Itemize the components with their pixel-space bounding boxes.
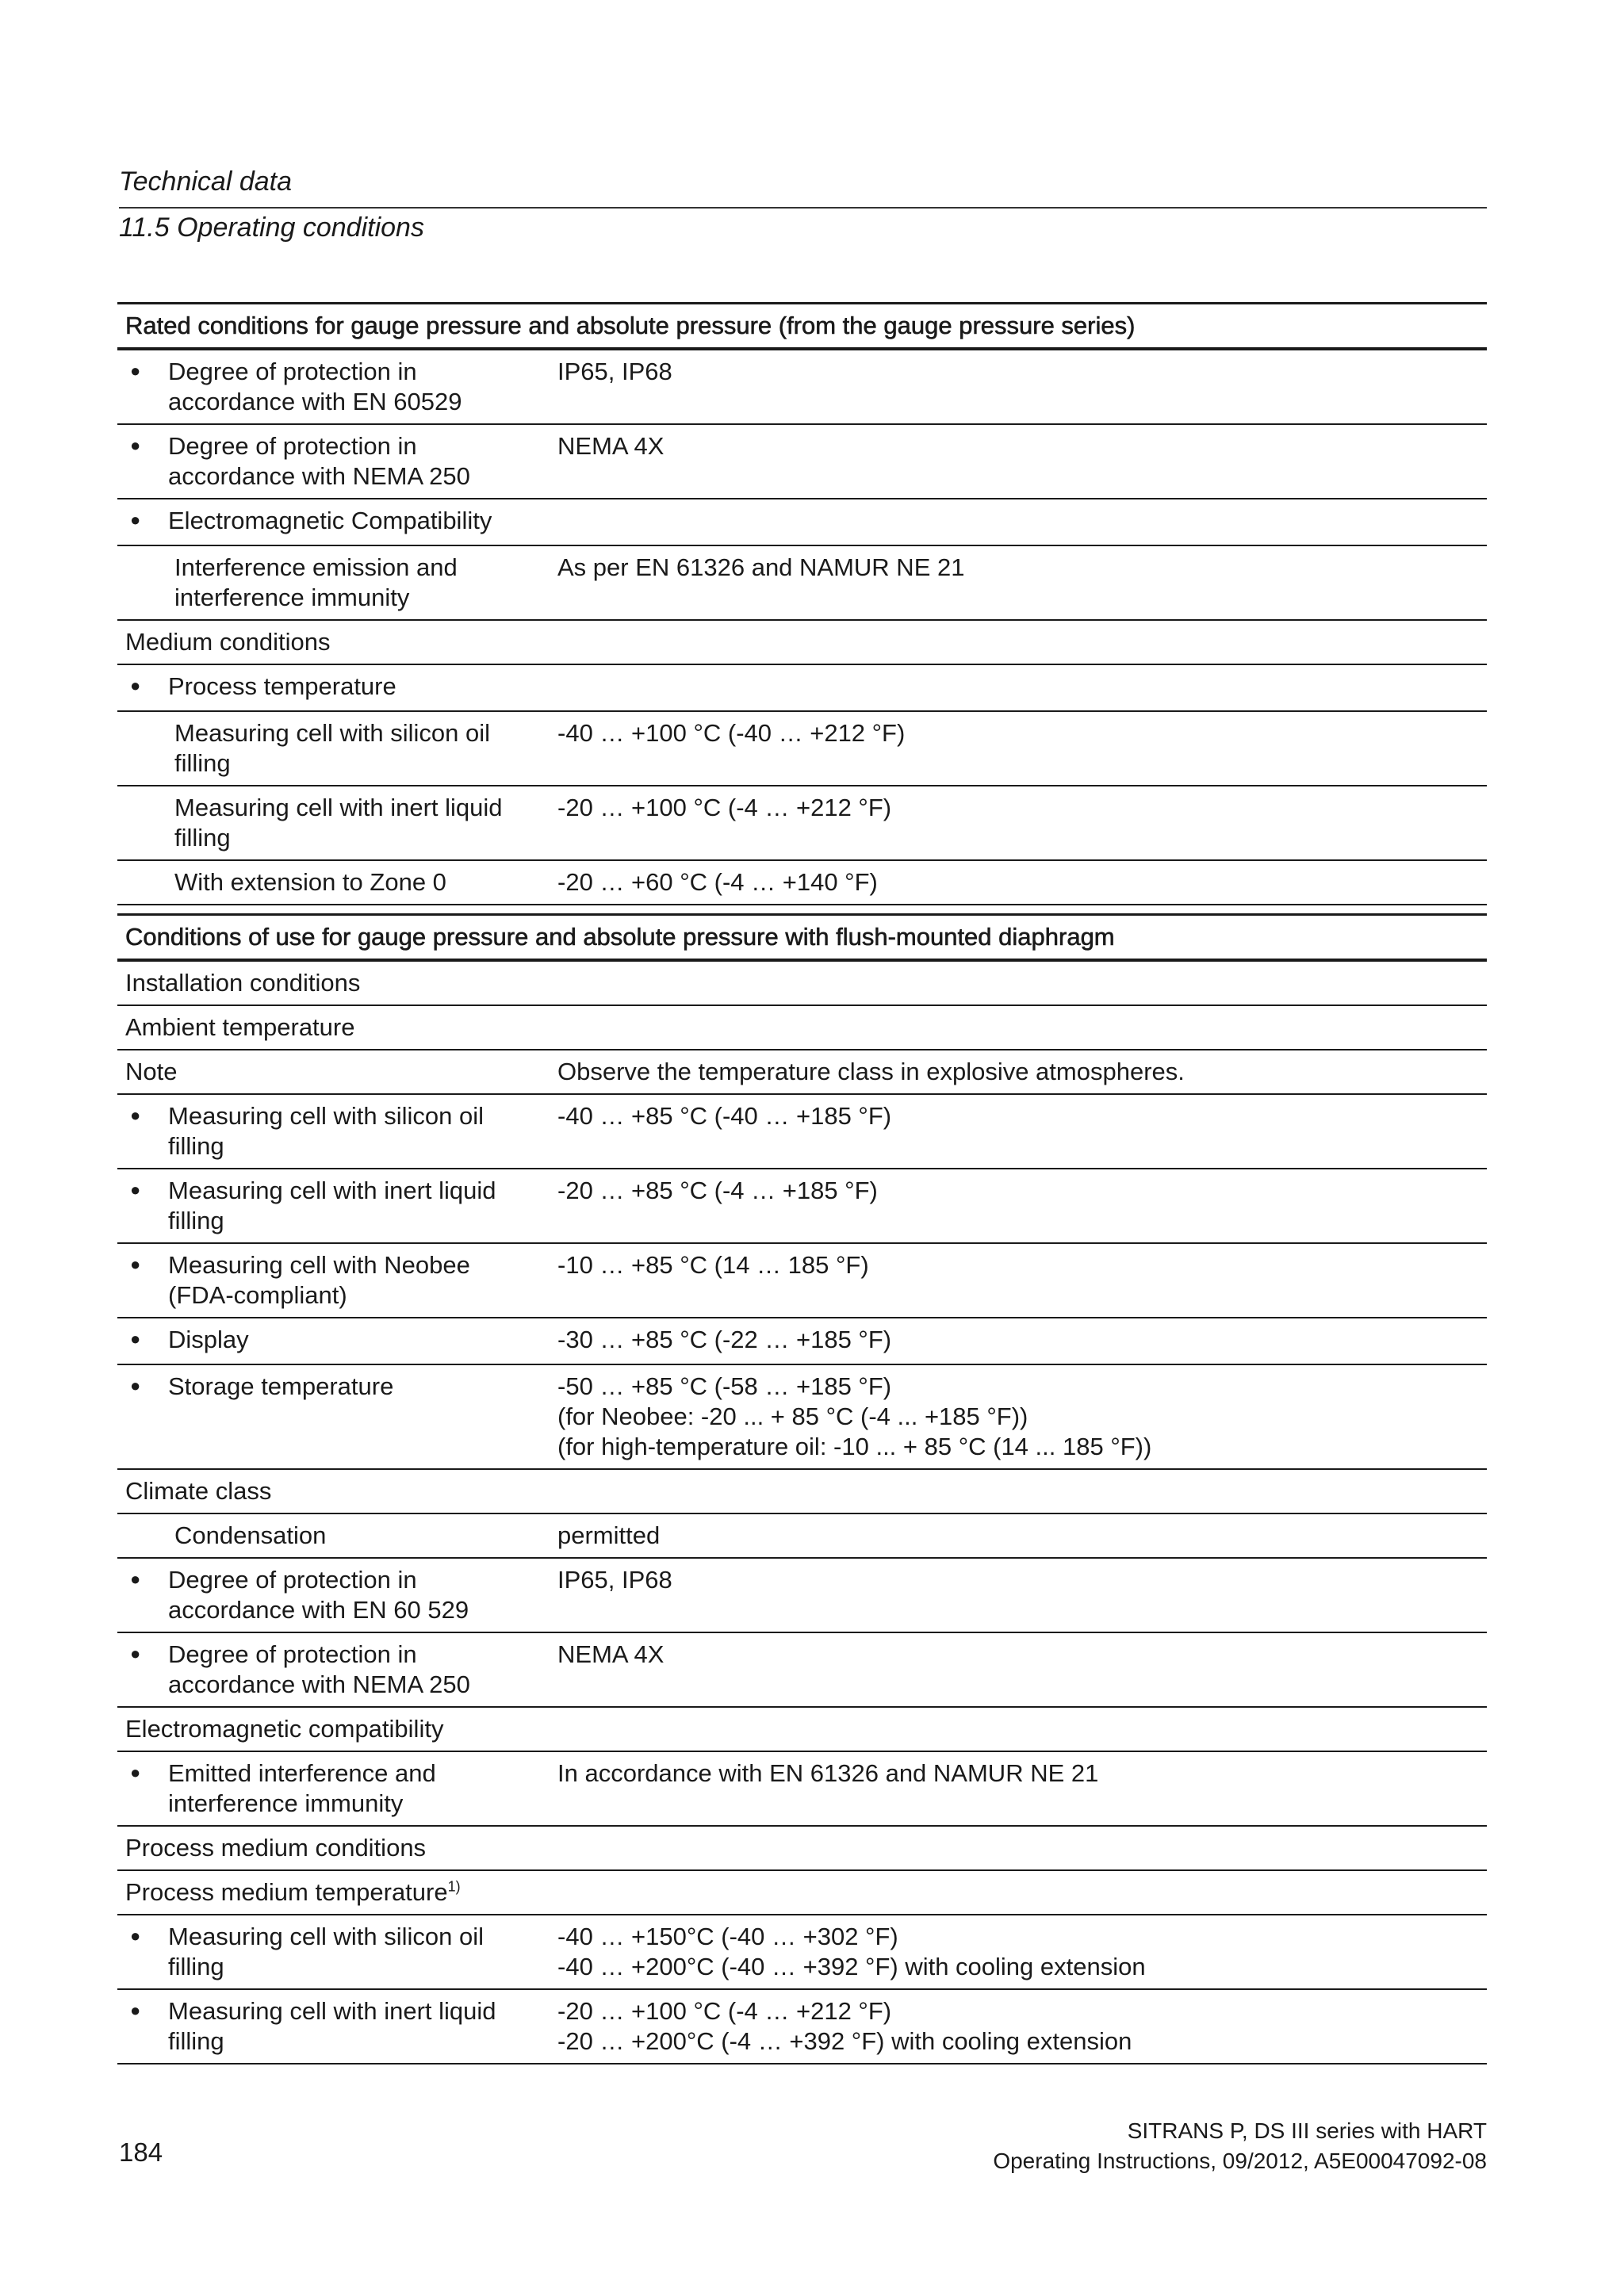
bullet-icon xyxy=(125,1996,168,2057)
table-row: ● Electromagnetic Compatibility xyxy=(117,499,1487,545)
table-row: ● Measuring cell with silicon oil filling -40 … +85 °C (-40 … +185 °F) xyxy=(117,1094,1487,1169)
table-row: Measuring cell with silicon oil filling -40 … +100 °C (-40 … +212 °F) xyxy=(117,711,1487,786)
table-row: ● Degree of protection in accordance with EN 60 529 IP65, IP68 xyxy=(117,1558,1487,1632)
flush-diaphragm-conditions-table xyxy=(117,913,1487,2064)
bullet-icon xyxy=(125,357,168,417)
bullet-icon xyxy=(125,506,168,538)
header-rule xyxy=(119,207,1487,209)
table-row: ● Degree of protection in accordance with EN 60529 IP65, IP68 xyxy=(117,349,1487,424)
rated-conditions-table xyxy=(117,302,1487,905)
table-row: ● Display -30 … +85 °C (-22 … +185 °F) xyxy=(117,1318,1487,1364)
table-row: ● Degree of protection in accordance with NEMA 250 NEMA 4X xyxy=(117,424,1487,499)
subsection-title: 11.5 Operating conditions xyxy=(119,212,424,243)
footer-product: SITRANS P, DS III series with HART xyxy=(1127,2118,1487,2143)
bullet-icon xyxy=(125,1758,168,1819)
table-row: Note Observe the temperature class in explosive atmospheres. xyxy=(117,1050,1487,1094)
table-row: Process medium temperature$^{1)}$ xyxy=(117,1870,1487,1915)
bullet-icon xyxy=(125,1372,168,1404)
table-row: ● Measuring cell with Neobee (FDA-compliant) -10 … +85 °C (14 … 185 °F) xyxy=(117,1243,1487,1318)
table-row: With extension to Zone 0 -20 … +60 °C (-4 … +140 °F) xyxy=(117,860,1487,905)
table-title: Rated conditions for gauge pressure and absolute pressure (from the gauge pressure series) xyxy=(117,304,1487,350)
table-row: Climate class xyxy=(117,1469,1487,1513)
bullet-icon xyxy=(125,1640,168,1700)
table-row: ● Storage temperature -50 … +85 °C (-58 … +185 °F) (for Neobee: -20 ... + 85 °C (-4 ... +185 °F)) (for high-temperature oil: -10 ... + 85 °C (14 ... 185 °F)) xyxy=(117,1364,1487,1469)
bullet-icon xyxy=(125,672,168,704)
table-row: ● Degree of protection in accordance with NEMA 250 NEMA 4X xyxy=(117,1632,1487,1707)
table-row: Installation conditions xyxy=(117,960,1487,1005)
table-row: Condensation permitted xyxy=(117,1513,1487,1558)
table-row: Medium conditions xyxy=(117,620,1487,664)
table-title: Conditions of use for gauge pressure and absolute pressure with flush-mounted diaphragm xyxy=(117,915,1487,961)
bullet-icon xyxy=(125,1565,168,1625)
table-row: ● Process temperature xyxy=(117,664,1487,711)
bullet-icon xyxy=(125,1101,168,1161)
bullet-icon xyxy=(125,1325,168,1357)
footer-doc-info: Operating Instructions, 09/2012, A5E00047092-08 xyxy=(993,2149,1487,2173)
table-row: Ambient temperature xyxy=(117,1005,1487,1050)
table-row: ● Measuring cell with inert liquid filling -20 … +85 °C (-4 … +185 °F) xyxy=(117,1169,1487,1243)
footnote-marker: 1) xyxy=(447,1878,461,1895)
bullet-icon xyxy=(125,1250,168,1311)
page-number: 184 xyxy=(119,2137,163,2167)
table-row: Measuring cell with inert liquid filling -20 … +100 °C (-4 … +212 °F) xyxy=(117,786,1487,860)
table-row: Electromagnetic compatibility xyxy=(117,1707,1487,1751)
bullet-icon xyxy=(125,431,168,492)
bullet-icon xyxy=(125,1922,168,1982)
table-row: ● Emitted interference and interference immunity In accordance with EN 61326 and NAMUR NE 21 xyxy=(117,1751,1487,1826)
table-row: ● Measuring cell with silicon oil filling -40 … +150°C (-40 … +302 °F) -40 … +200°C (-40 … +392 °F) with cooling extension xyxy=(117,1915,1487,1989)
table-row: Process medium conditions xyxy=(117,1826,1487,1870)
table-row: ● Measuring cell with inert liquid filling -20 … +100 °C (-4 … +212 °F) -20 … +200°C (-4 … +392 °F) with cooling extension xyxy=(117,1989,1487,2064)
bullet-icon xyxy=(125,1176,168,1236)
section-title: Technical data xyxy=(119,166,293,197)
table-row: Interference emission and interference immunity As per EN 61326 and NAMUR NE 21 xyxy=(117,545,1487,620)
